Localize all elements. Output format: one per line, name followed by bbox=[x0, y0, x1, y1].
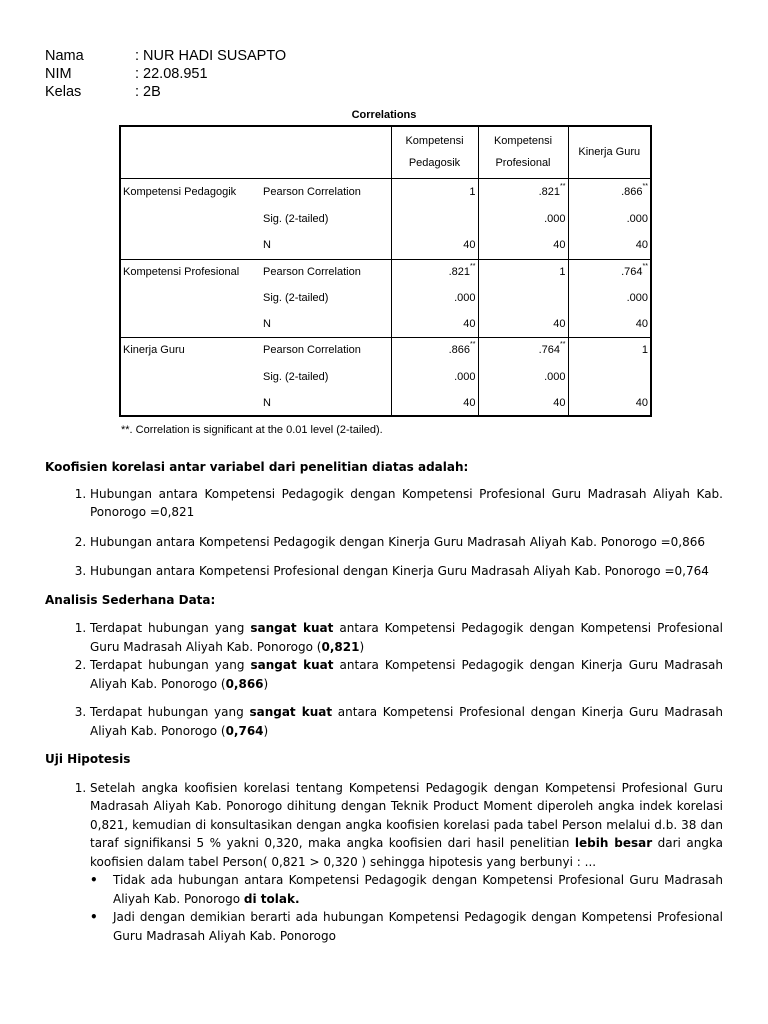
table-cell: 1 bbox=[391, 178, 478, 205]
analisis-list bbox=[45, 619, 723, 740]
significance-mark: ** bbox=[642, 182, 648, 190]
kelas-row bbox=[45, 83, 286, 101]
table-cell bbox=[391, 205, 478, 232]
row-variable: Kompetensi Pedagogik bbox=[120, 178, 261, 205]
table-cell: .000 bbox=[568, 285, 651, 311]
table-cell: 40 bbox=[568, 311, 651, 337]
list-item: 1. Hubungan antara Kompetensi Pedagogik dengan Kompetensi Profesional Guru Madrasah Aliyah Kab. Ponorogo =0,821 bbox=[90, 485, 723, 522]
row-variable: Kompetensi Profesional bbox=[120, 259, 261, 285]
list-item: 2. Terdapat hubungan yang sangat kuat antara Kompetensi Pedagogik dengan Kinerja Guru Madrasah Aliyah Kab. Ponorogo (0,866) bbox=[90, 656, 723, 693]
significance-mark: ** bbox=[560, 341, 566, 349]
significance-mark: ** bbox=[560, 182, 566, 190]
uji-list bbox=[45, 779, 723, 946]
col-header-kompetensi-pedagosik: Kompetensi Pedagosik bbox=[391, 126, 478, 178]
table-row bbox=[120, 311, 651, 337]
nim-row bbox=[45, 65, 286, 83]
correlations-table bbox=[119, 125, 652, 417]
significance-mark: ** bbox=[470, 341, 476, 349]
stat-label: N bbox=[263, 239, 271, 252]
kelas-value: : 2B bbox=[135, 84, 161, 100]
table-cell: 1 bbox=[478, 259, 568, 285]
row-variable: Kinerja Guru bbox=[120, 337, 261, 363]
table-cell: .000 bbox=[478, 205, 568, 232]
koefisien-list bbox=[45, 485, 723, 581]
uji-heading: Uji Hipotesis bbox=[45, 752, 131, 766]
table-row bbox=[120, 259, 651, 285]
stat-label: Sig. (2-tailed) bbox=[263, 370, 329, 383]
list-item: 3. Hubungan antara Kompetensi Profesional dengan Kinerja Guru Madrasah Aliyah Kab. Ponorogo =0,764 bbox=[90, 562, 723, 581]
table-cell: .000 bbox=[568, 205, 651, 232]
col-header-kinerja-guru: Kinerja Guru bbox=[568, 126, 651, 178]
stat-label: Pearson Correlation bbox=[261, 337, 391, 363]
table-cell: 40 bbox=[478, 232, 568, 259]
table-cell: 1 bbox=[568, 337, 651, 363]
table-cell: .000 bbox=[391, 285, 478, 311]
stat-label: N bbox=[263, 317, 271, 330]
table-cell bbox=[478, 285, 568, 311]
nama-value: : NUR HADI SUSAPTO bbox=[135, 48, 287, 64]
table-row bbox=[120, 390, 651, 416]
student-header bbox=[45, 47, 286, 101]
table-cell: 40 bbox=[568, 232, 651, 259]
table-cell: 40 bbox=[391, 311, 478, 337]
table-cell: 40 bbox=[478, 311, 568, 337]
table-cell: .866** bbox=[391, 337, 478, 363]
stat-label: Pearson Correlation bbox=[261, 259, 391, 285]
stat-label: Pearson Correlation bbox=[261, 178, 391, 205]
nim-label: NIM bbox=[45, 66, 72, 82]
bullet-item: • Jadi dengan demikian berarti ada hubungan Kompetensi Pedagogik dengan Kompetensi Profesional Guru Madrasah Aliyah Kab. Ponorogo bbox=[113, 908, 723, 945]
table-cell: 40 bbox=[478, 390, 568, 416]
significance-mark: ** bbox=[642, 263, 648, 271]
table-cell: .866** bbox=[568, 178, 651, 205]
table-cell: .000 bbox=[478, 363, 568, 390]
table-footnote: **. Correlation is significant at the 0.01 level (2-tailed). bbox=[121, 424, 383, 436]
table-row bbox=[120, 205, 651, 232]
koefisien-heading: Koofisien korelasi antar variabel dari penelitian diatas adalah: bbox=[45, 460, 469, 474]
nama-label: Nama bbox=[45, 48, 84, 64]
table-row bbox=[120, 285, 651, 311]
table-title: Correlations bbox=[351, 109, 417, 121]
list-item: 3. Terdapat hubungan yang sangat kuat antara Kompetensi Profesional dengan Kinerja Guru Madrasah Aliyah Kab. Ponorogo (0,764) bbox=[90, 703, 723, 740]
table-row bbox=[120, 337, 651, 363]
document-body bbox=[45, 458, 723, 945]
table-cell: .000 bbox=[391, 363, 478, 390]
stat-label: Sig. (2-tailed) bbox=[263, 212, 329, 225]
table-row bbox=[120, 178, 651, 205]
table-row bbox=[120, 363, 651, 390]
table-cell: .764** bbox=[568, 259, 651, 285]
stat-label: N bbox=[263, 396, 271, 409]
table-cell: .821** bbox=[478, 178, 568, 205]
list-item: 1. Terdapat hubungan yang sangat kuat antara Kompetensi Pedagogik dengan Kompetensi Profesional Guru Madrasah Aliyah Kab. Ponorogo (0,821) bbox=[90, 619, 723, 656]
significance-mark: ** bbox=[470, 263, 476, 271]
table-cell: 40 bbox=[391, 232, 478, 259]
table-cell: .764** bbox=[478, 337, 568, 363]
analisis-heading: Analisis Sederhana Data: bbox=[45, 592, 216, 607]
table-header-row bbox=[120, 126, 651, 178]
kelas-label: Kelas bbox=[45, 84, 82, 100]
list-item: 2. Hubungan antara Kompetensi Pedagogik dengan Kinerja Guru Madrasah Aliyah Kab. Ponorogo =0,866 bbox=[90, 533, 723, 552]
table-cell: .821** bbox=[391, 259, 478, 285]
nim-value: : 22.08.951 bbox=[135, 66, 208, 82]
col-header-kompetensi-profesional: Kompetensi Profesional bbox=[478, 126, 568, 178]
list-item: 1. Setelah angka koofisien korelasi tentang Kompetensi Pedagogik dengan Kompetensi Profesional Guru Madrasah Aliyah Kab. Ponorogo dihitung dengan Teknik Product Moment diperoleh angka indek korelasi 0,821, kemudian di konsultasikan dengan angka koofisien korelasi pada tabel Person melalui d.b. 38 dan taraf signifikansi 5 % yakni 0,320, maka angka koofisien dari hasil penelitian lebih besar dari angka koofisien dalam tabel Person( 0,821 > 0,320 ) sehingga hipotesis yang berbunyi : ... • Tidak ada hubungan antara Kompetensi Pedagogik dengan Kompetensi Profesional Guru Madrasah Aliyah Kab. Ponorogo di tolak. • Jadi dengan demikian berarti ada hubungan Kompetensi Pedagogik dengan Kompetensi Profesional Guru Madrasah Aliyah Kab. Ponorogo bbox=[90, 779, 723, 946]
table-cell: 40 bbox=[568, 390, 651, 416]
nama-row bbox=[45, 47, 286, 65]
stat-label: Sig. (2-tailed) bbox=[263, 292, 329, 304]
table-row bbox=[120, 232, 651, 259]
bullet-item: • Tidak ada hubungan antara Kompetensi Pedagogik dengan Kompetensi Profesional Guru Madrasah Aliyah Kab. Ponorogo di tolak. bbox=[113, 871, 723, 908]
table-cell bbox=[568, 363, 651, 390]
table-cell: 40 bbox=[391, 390, 478, 416]
hipotesis-bullets bbox=[90, 871, 723, 945]
